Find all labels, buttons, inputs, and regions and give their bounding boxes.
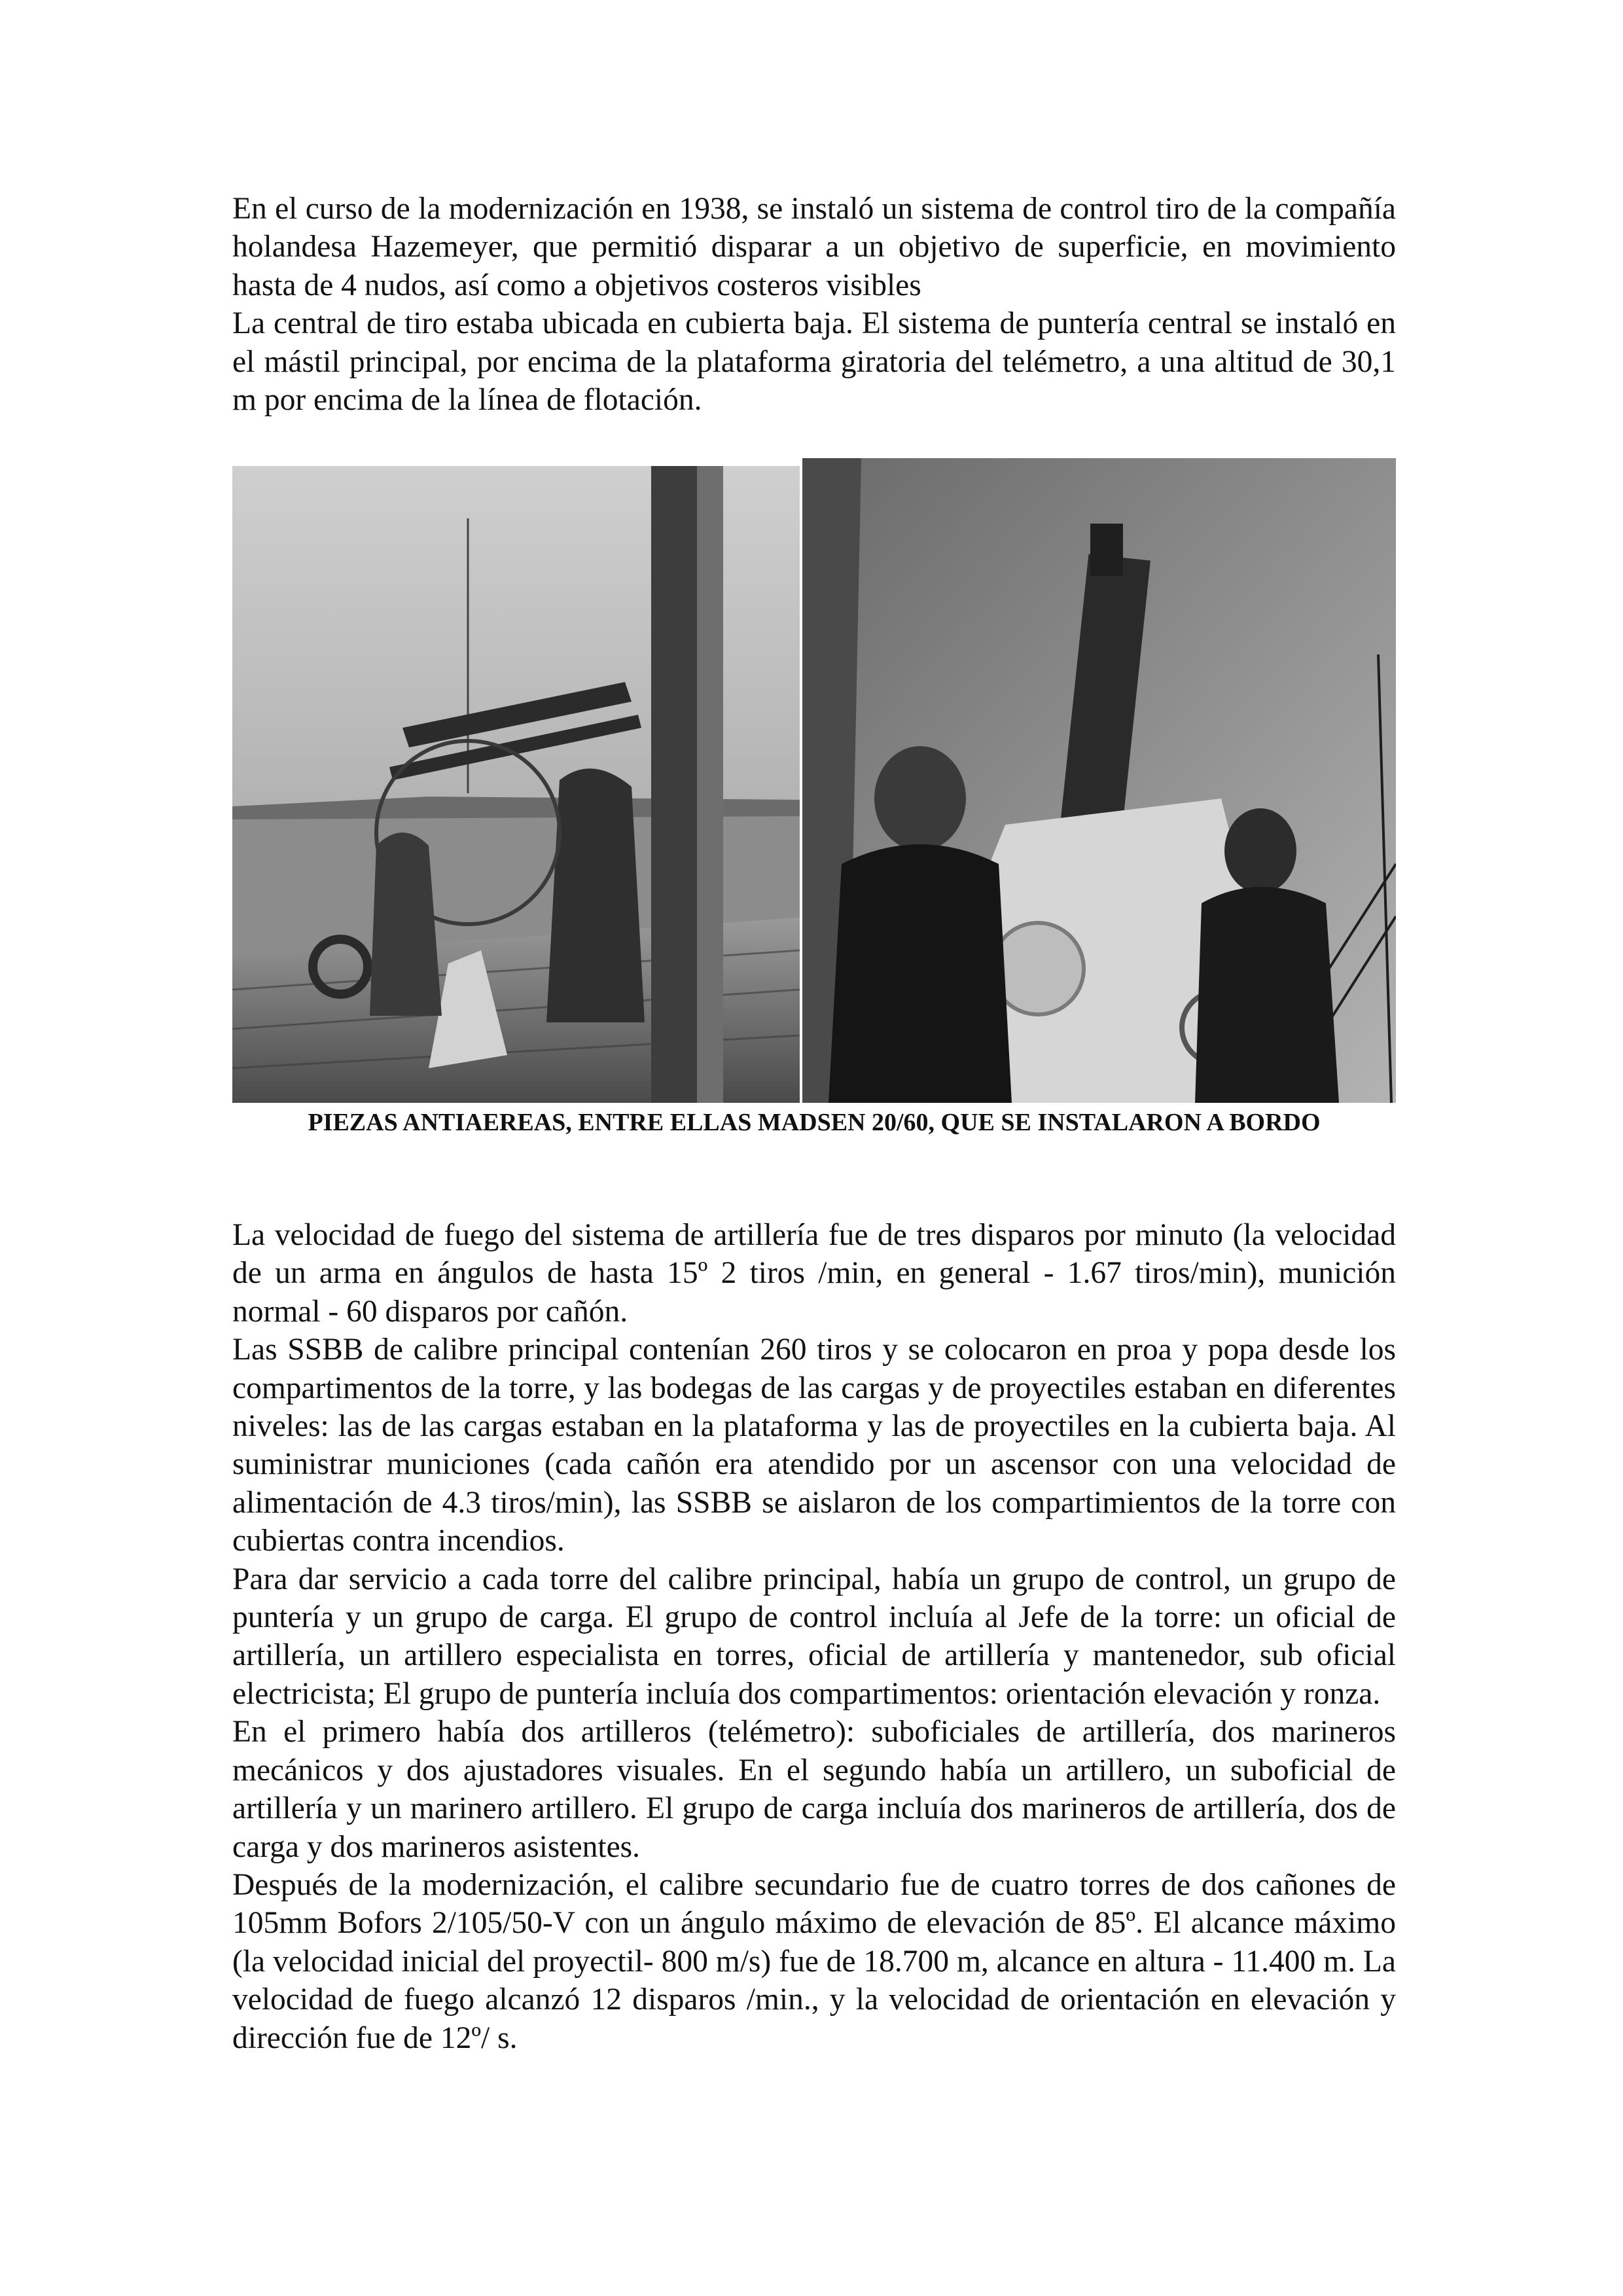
figure-caption: PIEZAS ANTIAEREAS, ENTRE ELLAS MADSEN 20/60, QUE SE INSTALARON A BORDO — [308, 1109, 1321, 1136]
photo-madsen-antiaircraft-gun — [802, 458, 1396, 1103]
body-paragraph-2: Las SSBB de calibre principal contenían 260 tiros y se colocaron en proa y popa desde los compartimentos de la torre, y las bodegas de las cargas y de proyectiles estaban en diferentes niveles: las de las cargas estaban en la plataforma y las de proyectiles en la cubierta baja. Al suministrar municiones (cada cañón era atendido por un ascensor con una velocidad de alimentación de 4.3 tiros/min), las SSBB se aislaron de los compartimientos de la torre con cubiertas contra incendios. — [232, 1333, 1396, 1558]
body-text — [232, 1216, 1396, 2057]
body-paragraph-3: Para dar servicio a cada torre del calibre principal, había un grupo de control, un grupo de puntería y un grupo de carga. El grupo de control incluía al Jefe de la torre: un oficial de artillería, un artillero especialista en torres, oficial de artillería y mantenedor, sub oficial electricista; El grupo de puntería incluía dos compartimentos: orientación elevación y ronza. — [232, 1562, 1396, 1711]
body-paragraph-4: En el primero había dos artilleros (telémetro): suboficiales de artillería, dos marineros mecánicos y dos ajustadores visuales. En el segundo había un artillero, un suboficial de artillería y un marinero artillero. El grupo de carga incluía dos marineros de artillería, dos de carga y dos marineros asistentes. — [232, 1715, 1396, 1864]
intro-text — [232, 190, 1396, 419]
body-paragraph-5: Después de la modernización, el calibre secundario fue de cuatro torres de dos cañones de 105mm Bofors 2/105/50-V con un ángulo máximo de elevación de 85º. El alcance máximo (la velocidad inicial del proyectil- 800 m/s) fue de 18.700 m, alcance en altura - 11.400 m. La velocidad de fuego alcanzó 12 disparos /min., y la velocidad de orientación en elevación y dirección fue de 12º/ s. — [232, 1867, 1396, 2055]
intro-paragraph-1: En el curso de la modernización en 1938, se instaló un sistema de control tiro de la compañía holandesa Hazemeyer, que permitió disparar a un objetivo de superficie, en movimiento hasta de 4 nudos, así como a objetivos costeros visibles — [232, 192, 1396, 302]
photo-deck-gun-crew — [232, 466, 800, 1103]
body-paragraph-1: La velocidad de fuego del sistema de artillería fue de tres disparos por minuto (la velocidad de un arma en ángulos de hasta 15º 2 tiros /min, en general - 1.67 tiros/min), munición normal - 60 disparos por cañón. — [232, 1218, 1396, 1329]
intro-paragraph-2: La central de tiro estaba ubicada en cubierta baja. El sistema de puntería central se instaló en el mástil principal, por encima de la plataforma giratoria del telémetro, a una altitud de 30,1 m por encima de la línea de flotación. — [232, 306, 1396, 418]
photo-figure — [232, 458, 1396, 1103]
